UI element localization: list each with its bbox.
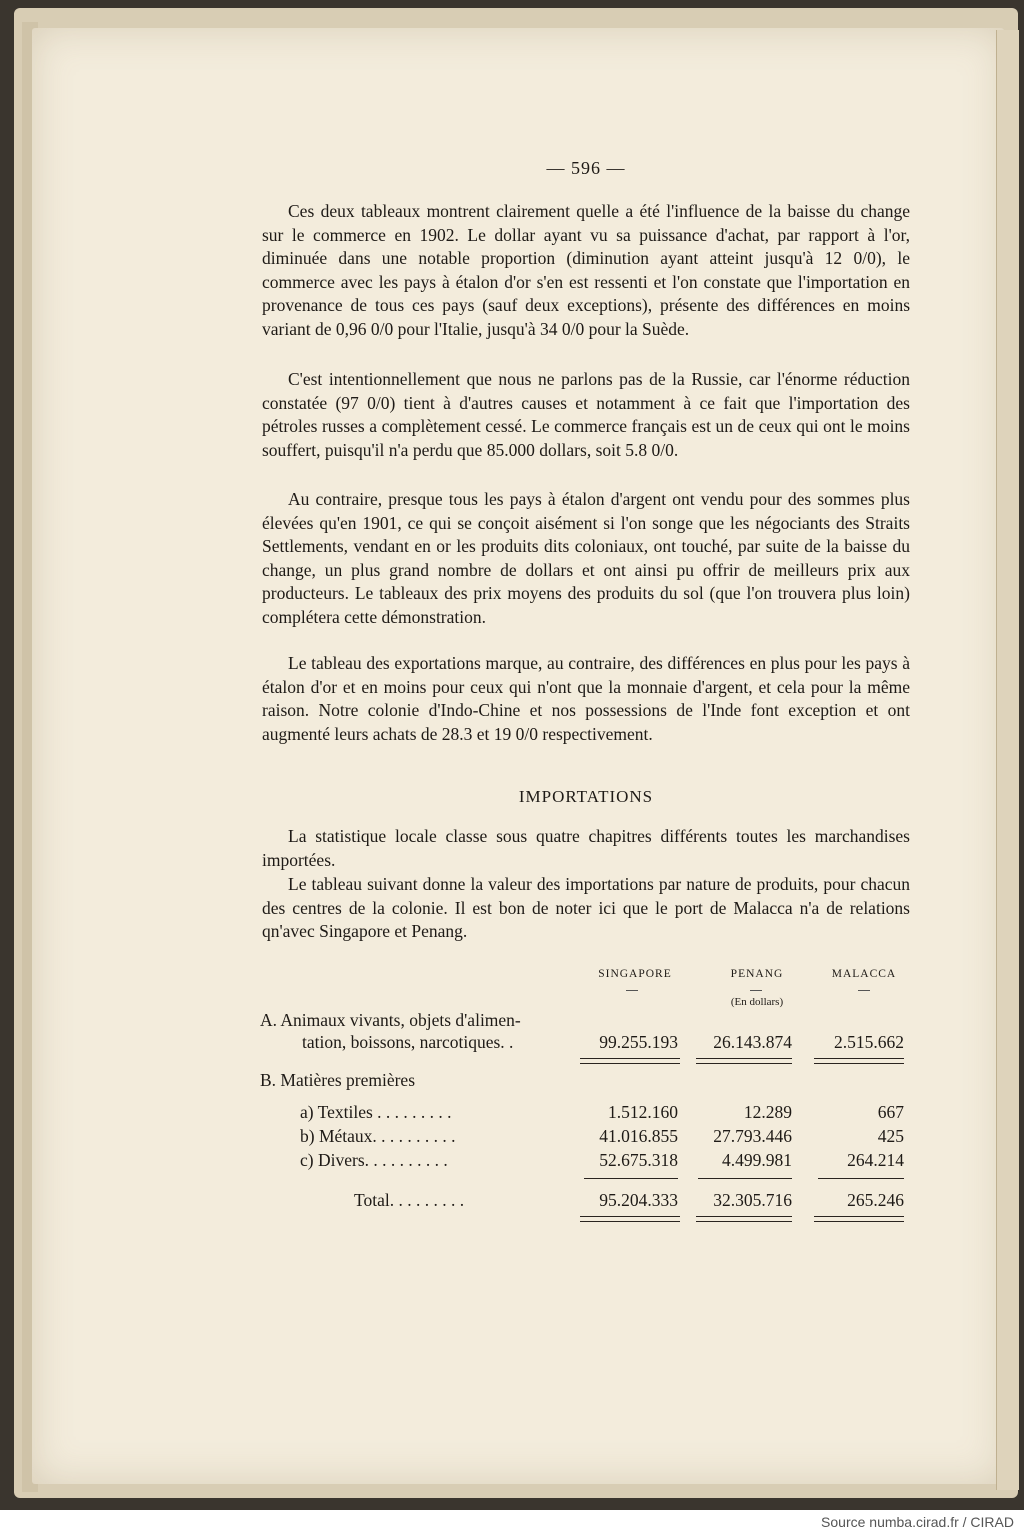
double-rule bbox=[580, 1216, 680, 1222]
col-dash bbox=[626, 990, 638, 991]
row-a-malacca: 2.515.662 bbox=[834, 1032, 904, 1052]
paragraph-1: Ces deux tableaux montrent clairement quelle a été l'influence de la baisse du change sur le commerce en 1902. Le dollar ayant vu sa puissance d'achat, par rapport à l'or, diminuée dans une notable proportion (diminution ayant atteint jusqu'à 12 0/0), le commerce avec les pays à étalon d'or s'en est ressenti et l'on constate que l'importation en provenance de tous ces pays (sauf deux exceptions), présente des différences en moins variant de 0,96 0/0 pour l'Italie, jusqu'à 34 0/0 pour la Suède. bbox=[262, 201, 910, 339]
sub-row-singapore: 1.512.160 bbox=[608, 1102, 678, 1122]
double-rule bbox=[814, 1058, 904, 1064]
double-rule bbox=[580, 1058, 680, 1064]
double-rule bbox=[814, 1216, 904, 1222]
sub-row-singapore: 52.675.318 bbox=[599, 1150, 678, 1170]
paragraph-6: Le tableau suivant donne la valeur des importations par nature de produits, pour chacun des centres de la colonie. Il est bon de noter ici que le port de Malacca n'a de relations qn'avec Singapore et Penang. bbox=[262, 874, 910, 942]
sub-row-penang: 12.289 bbox=[743, 1102, 792, 1122]
page-number: — 596 — bbox=[546, 158, 626, 178]
sub-row-label: b) Métaux. . . . . . . . . . bbox=[300, 1126, 456, 1146]
sub-row-label: a) Textiles . . . . . . . . . bbox=[300, 1102, 452, 1122]
sum-rule bbox=[698, 1178, 792, 1179]
row-a-penang: 26.143.874 bbox=[713, 1032, 792, 1052]
paragraph-4: Le tableau des exportations marque, au contraire, des différences en plus pour les pays à étalon d'or et en moins pour ceux qui n'ont que la monnaie d'argent, et cela pour la même raison. Notre colonie d'Indo-Chine et nos possessions de l'Inde font exception et ont augmenté leurs achats de 28.3 et 19 0/0 respectivement. bbox=[262, 653, 910, 744]
col-dash bbox=[750, 990, 762, 991]
source-credit: Source numba.cirad.fr / CIRAD bbox=[821, 1514, 1014, 1530]
col-header-penang: PENANG bbox=[730, 968, 784, 980]
paragraph-3: Au contraire, presque tous les pays à étalon d'argent ont vendu pour des sommes plus élevées qu'en 1901, ce qui se conçoit aisément si l'on songe que les négociants des Straits Settlements, vendant en or les produits dits coloniaux, ont touché, par suite de la baisse du change, un plus grand nombre de dollars et ont ainsi pu offrir de meilleurs prix aux producteurs. Le tableaux des prix moyens des produits du sol (que l'on trouvera plus loin) complétera cette démonstration. bbox=[262, 489, 910, 627]
sub-row-malacca: 425 bbox=[877, 1126, 904, 1146]
row-b-label: B. Matières premières bbox=[260, 1070, 416, 1090]
paragraph-5: La statistique locale classe sous quatre chapitres différents toutes les marchandises importées. bbox=[262, 826, 910, 870]
total-malacca: 265.246 bbox=[847, 1190, 904, 1210]
section-heading: IMPORTATIONS bbox=[518, 787, 654, 806]
double-rule bbox=[696, 1058, 792, 1064]
sub-row-penang: 27.793.446 bbox=[713, 1126, 792, 1146]
page-stack-edge bbox=[996, 30, 1019, 1490]
paragraph-2: C'est intentionnellement que nous ne parlons pas de la Russie, car l'énorme réduction constatée (97 0/0) tient à d'autres causes et notamment à ce fait que l'importation des pétroles russes a complètement cessé. Le commerce français est un de ceux qui ont le moins souffert, puisqu'il n'a perdu que 85.000 dollars, soit 5.8 0/0. bbox=[262, 369, 910, 460]
row-a-singapore: 99.255.193 bbox=[599, 1032, 678, 1052]
total-penang: 32.305.716 bbox=[713, 1190, 792, 1210]
unit-note: (En dollars) bbox=[730, 996, 784, 1008]
sub-row-malacca: 264.214 bbox=[847, 1150, 904, 1170]
total-label: Total. . . . . . . . . bbox=[354, 1190, 465, 1210]
col-header-singapore: SINGAPORE bbox=[598, 968, 672, 980]
sum-rule bbox=[818, 1178, 904, 1179]
sub-row-singapore: 41.016.855 bbox=[599, 1126, 678, 1146]
sub-row-penang: 4.499.981 bbox=[722, 1150, 792, 1170]
row-a-label-line1: A. Animaux vivants, objets d'alimen- bbox=[260, 1010, 521, 1030]
col-dash bbox=[858, 990, 870, 991]
double-rule bbox=[696, 1216, 792, 1222]
sub-row-malacca: 667 bbox=[877, 1102, 904, 1122]
total-singapore: 95.204.333 bbox=[599, 1190, 678, 1210]
col-header-malacca: MALACCA bbox=[831, 968, 897, 980]
sub-row-label: c) Divers. . . . . . . . . . bbox=[300, 1150, 448, 1170]
row-a-label-line2: tation, boissons, narcotiques. . bbox=[302, 1032, 514, 1052]
sum-rule bbox=[584, 1178, 678, 1179]
